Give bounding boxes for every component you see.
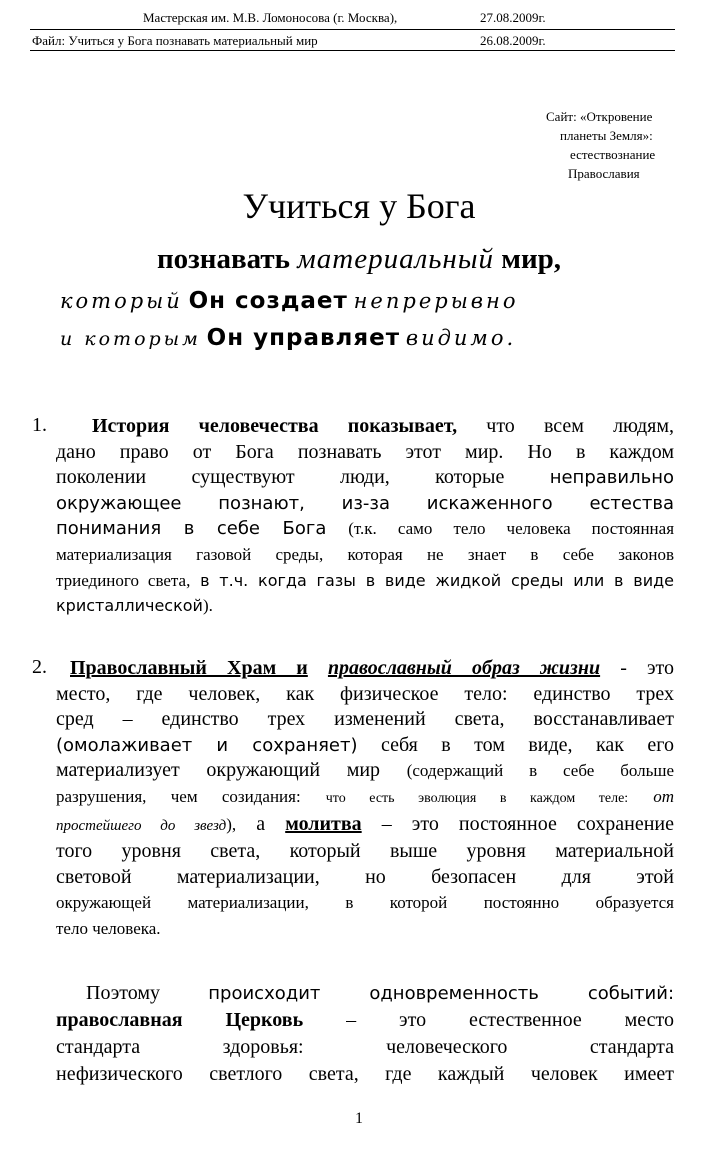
p2-l6a: разрушения, чем созидания:: [56, 786, 301, 806]
p2-line-4: [56, 733, 674, 759]
p1-line-1: [56, 414, 674, 440]
subtitle-line-1: [0, 243, 718, 276]
p2-l1b: православный образ жизни: [327, 657, 601, 679]
header-file: Файл: Учиться у Бога познавать материальный мир: [32, 33, 318, 48]
header-rule-bottom: [30, 50, 675, 51]
paragraph-1: [56, 414, 674, 619]
p2-l6b: что есть эволюция в каждом теле:: [325, 790, 629, 806]
p1-l7a: триединого света,: [56, 570, 191, 590]
p3-l2b: – это естественное место: [346, 1009, 675, 1031]
p2-l1c: - это: [620, 657, 675, 679]
p3-line-1: [56, 980, 674, 1007]
p3-l1b: происходит одновременность событий:: [208, 983, 675, 1004]
p2-number: 2.: [32, 656, 47, 678]
p2-l5a: материализует окружающий мир: [56, 759, 381, 782]
subtitle-2c: непрерывно: [353, 289, 519, 313]
p3-line-3: стандарта здоровья: человеческого стандарта: [56, 1036, 674, 1058]
p2-l1a: Православный Храм и: [70, 657, 308, 679]
subtitle-word-a: познавать: [156, 243, 291, 275]
document-title: Учиться у Бога: [242, 186, 476, 226]
header-location: Мастерская им. М.В. Ломоносова (г. Москва),: [143, 10, 398, 25]
p2-l7a: простейшего до звезд: [56, 817, 227, 834]
page-number: 1: [355, 1110, 363, 1127]
site-note: [530, 107, 680, 183]
p2-line-7: [56, 812, 674, 840]
paragraph-3: [56, 980, 674, 1088]
p2-line-10: окружающей материализации, в которой постоянно образуется: [56, 893, 674, 913]
p2-l4a: (омолаживает и сохраняет): [56, 734, 358, 756]
subtitle-3c: видимо.: [405, 326, 517, 350]
site-line-4: Православия: [568, 166, 640, 181]
p1-line-5: [56, 516, 674, 542]
p1-number: 1.: [32, 414, 47, 436]
p2-l7b: ),: [226, 814, 237, 834]
p2-l6c: от: [653, 786, 675, 806]
site-line-1: Сайт: «Откровение: [546, 109, 653, 124]
p2-line-3: сред – единство трех изменений света, восстанавливает: [56, 708, 674, 731]
site-line-3: естествознание: [570, 147, 656, 162]
subtitle-word-c: мир,: [501, 243, 562, 275]
p1-l1-rest: что всем людям,: [486, 415, 675, 437]
p2-line-9: световой материализации, но безопасен для этой: [56, 865, 674, 888]
p1-l5b: (т.к. само тело человека постоянная: [348, 519, 675, 539]
subtitle-2a: который: [60, 289, 183, 313]
p1-l3a: поколении существуют люди, которые: [56, 466, 505, 489]
p3-line-4: нефизического светлого света, где каждый человек имеет: [56, 1063, 674, 1085]
p1-l8a: кристаллической: [56, 596, 203, 616]
p2-l7c: а: [256, 812, 266, 835]
subtitle-line-2: [60, 288, 519, 314]
p2-line-8: того уровня света, который выше уровня материальной: [56, 840, 674, 863]
p2-line-2: место, где человек, как физическое тело: единство трех: [56, 682, 674, 705]
subtitle-3b: Он управляет: [206, 325, 401, 351]
p1-line-6: материализация газовой среды, которая не знает в себе законов: [56, 544, 674, 564]
subtitle-word-b: материальный: [297, 243, 494, 275]
subtitle-line-3: [60, 325, 516, 351]
p1-line-8: [56, 593, 674, 619]
p1-line-2: дано право от Бога познавать этот мир. Но в каждом: [56, 440, 674, 463]
p2-l4b: себя в том виде, как его: [380, 733, 675, 756]
p1-l8b: ).: [202, 596, 213, 616]
header-date-1: 27.08.2009г.: [480, 10, 546, 25]
p3-line-2: [56, 1007, 674, 1034]
p1-l5a: понимания в себе Бога: [56, 518, 327, 540]
subtitle-2b: Он создает: [188, 288, 348, 314]
header-rule-top: [30, 29, 675, 30]
p2-l7e: – это постоянное сохранение: [381, 812, 674, 835]
p1-line-3: [56, 465, 674, 491]
p2-line-6: [56, 784, 674, 812]
paragraph-2: [56, 656, 674, 942]
p2-l7d: молитва: [285, 812, 362, 835]
subtitle-3a: и которым: [60, 328, 201, 350]
p1-line-4: окружающее познают, из-за искаженного естества: [56, 492, 674, 514]
p2-l5b: (содержащий в себе больше: [406, 761, 674, 781]
p2-line-1: [56, 656, 674, 682]
site-line-2: планеты Земля»:: [560, 128, 653, 143]
p1-bold: История человечества показывает,: [92, 415, 458, 437]
p1-l7b: в т.ч. когда газы в виде жидкой среды или в виде: [200, 570, 675, 590]
p1-line-7: [56, 568, 674, 594]
p2-line-5: [56, 758, 674, 784]
p2-line-11: тело человека.: [56, 918, 161, 938]
p3-l2a: православная Церковь: [56, 1009, 304, 1031]
p3-l1a: Поэтому: [86, 982, 161, 1004]
header-date-2: 26.08.2009г.: [480, 33, 546, 48]
p1-l3b: неправильно: [549, 467, 674, 489]
